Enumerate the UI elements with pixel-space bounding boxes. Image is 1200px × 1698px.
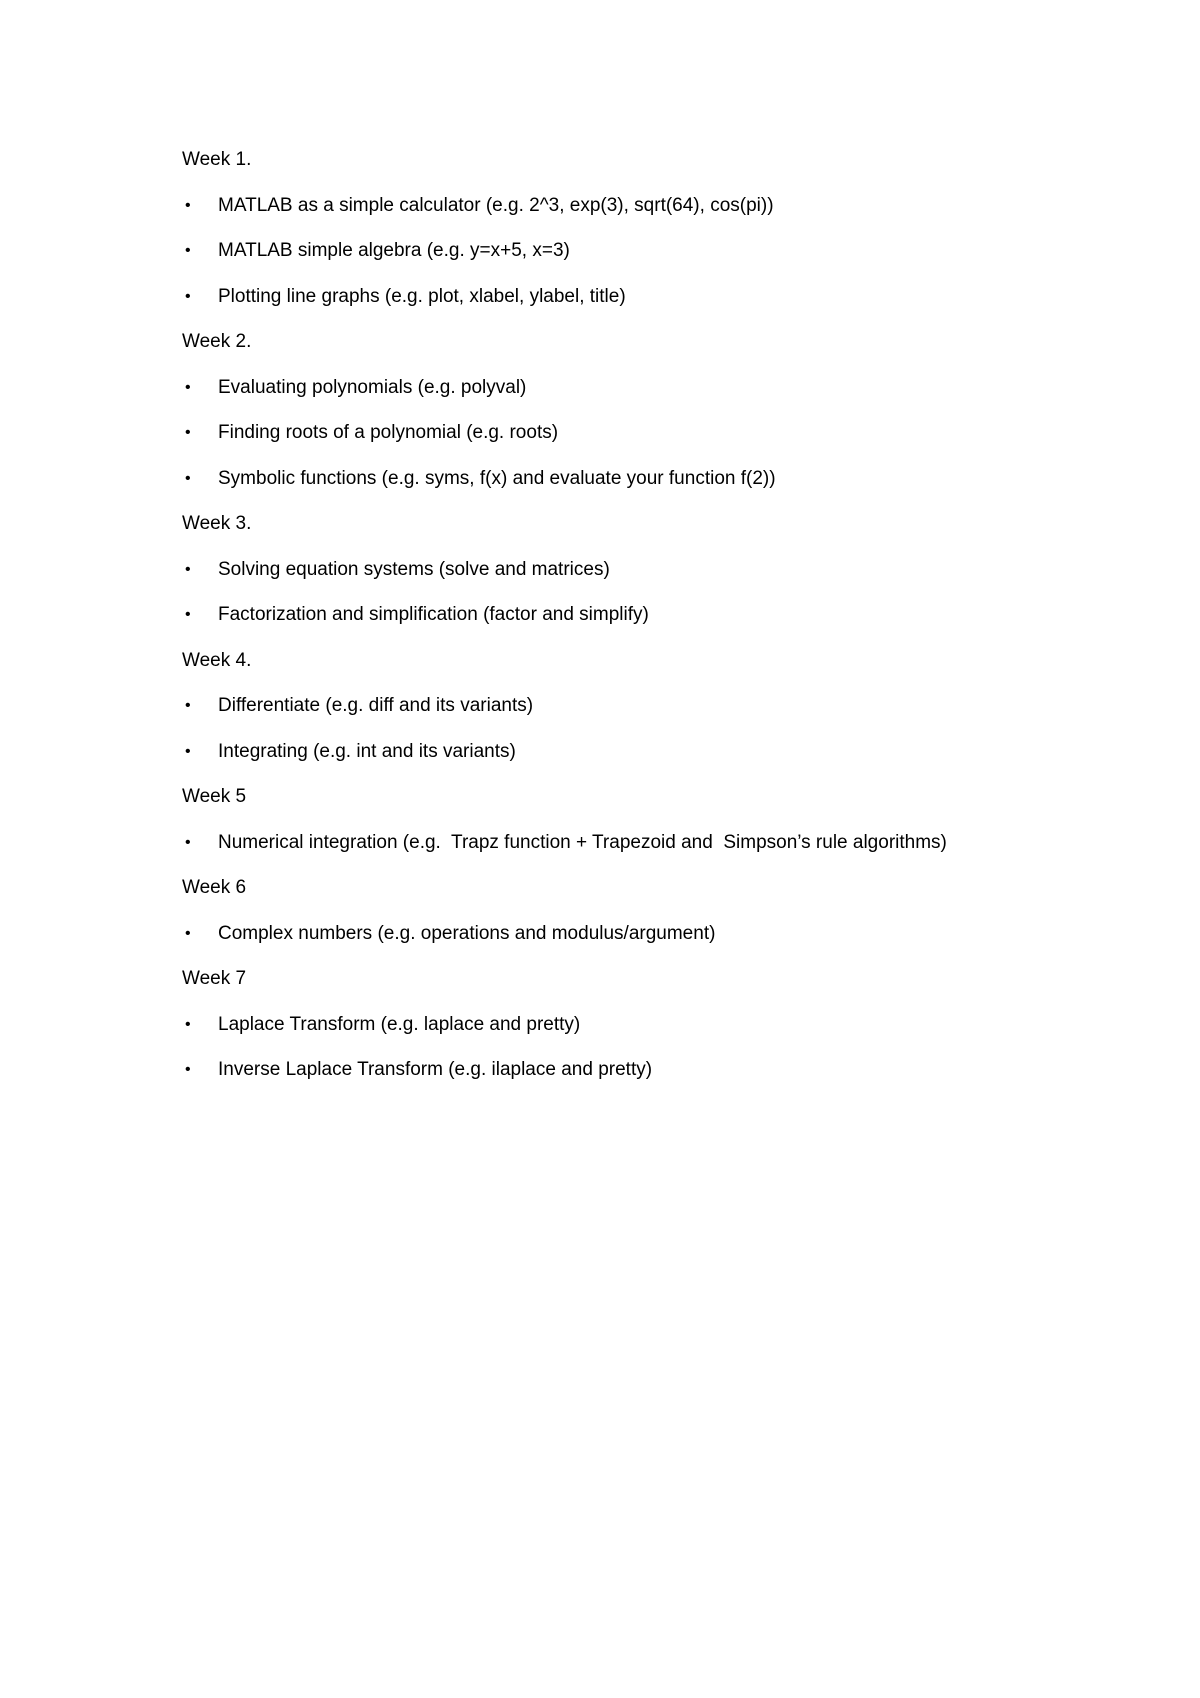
bullet-icon: •: [185, 924, 191, 942]
list-item-text: Solving equation systems (solve and matrices): [218, 558, 610, 580]
bullet-icon: •: [185, 242, 191, 259]
week-2-heading: Week 2.: [182, 331, 252, 352]
list-item: [182, 558, 1082, 604]
list-item-text: Evaluating polynomials (e.g. polyval): [218, 376, 527, 398]
list-item-text: MATLAB simple algebra (e.g. y=x+5, x=3): [218, 240, 570, 261]
bullet-icon: •: [185, 697, 191, 714]
list-item-text: Inverse Laplace Transform (e.g. ilaplace and pretty): [218, 1059, 653, 1080]
bullet-icon: •: [185, 742, 191, 760]
bullet-icon: •: [185, 287, 191, 305]
bullet-icon: •: [185, 560, 191, 578]
list-item-text: Factorization and simplification (factor and simplify): [218, 604, 649, 625]
list-item: [182, 694, 1082, 740]
list-item: [182, 1013, 1082, 1059]
week-6-heading: Week 6: [182, 877, 247, 898]
list-item: [182, 376, 1082, 422]
bullet-icon: •: [185, 469, 191, 487]
list-item-text: Symbolic functions (e.g. syms, f(x) and evaluate your function f(2)): [218, 467, 776, 489]
week-1-heading: Week 1.: [182, 149, 252, 170]
list-item-text: Finding roots of a polynomial (e.g. roots): [218, 422, 559, 443]
week-5-heading: Week 5: [182, 786, 247, 807]
list-item: [182, 239, 1082, 285]
bullet-icon: •: [185, 378, 191, 396]
document-body: [182, 148, 1082, 1104]
bullet-icon: •: [185, 1015, 191, 1033]
list-item: [182, 285, 1082, 331]
week-7-heading: Week 7: [182, 968, 247, 989]
list-item-text: Differentiate (e.g. diff and its variants): [218, 695, 534, 716]
bullet-icon: •: [185, 606, 191, 623]
bullet-icon: •: [185, 1061, 191, 1078]
list-item: [182, 1058, 1082, 1104]
list-item: [182, 421, 1082, 467]
list-item: [182, 467, 1082, 513]
bullet-icon: •: [185, 833, 191, 851]
week-4-heading: Week 4.: [182, 649, 252, 671]
list-item-text: Complex numbers (e.g. operations and modulus/argument): [218, 922, 716, 944]
bullet-icon: •: [185, 424, 191, 441]
list-item: [182, 194, 1082, 240]
list-item-text: Numerical integration (e.g. Trapz function + Trapezoid and Simpson’s rule algorithms): [218, 831, 947, 853]
list-item-text: Integrating (e.g. int and its variants): [218, 740, 516, 762]
bullet-icon: •: [185, 196, 191, 214]
list-item-text: Plotting line graphs (e.g. plot, xlabel, ylabel, title): [218, 285, 626, 307]
list-item-text: Laplace Transform (e.g. laplace and pretty): [218, 1013, 581, 1035]
list-item: [182, 922, 1082, 968]
list-item: [182, 831, 1082, 877]
list-item: [182, 740, 1082, 786]
week-3-heading: Week 3.: [182, 513, 252, 534]
list-item-text: MATLAB as a simple calculator (e.g. 2^3, exp(3), sqrt(64), cos(pi)): [218, 194, 774, 216]
list-item: [182, 603, 1082, 649]
